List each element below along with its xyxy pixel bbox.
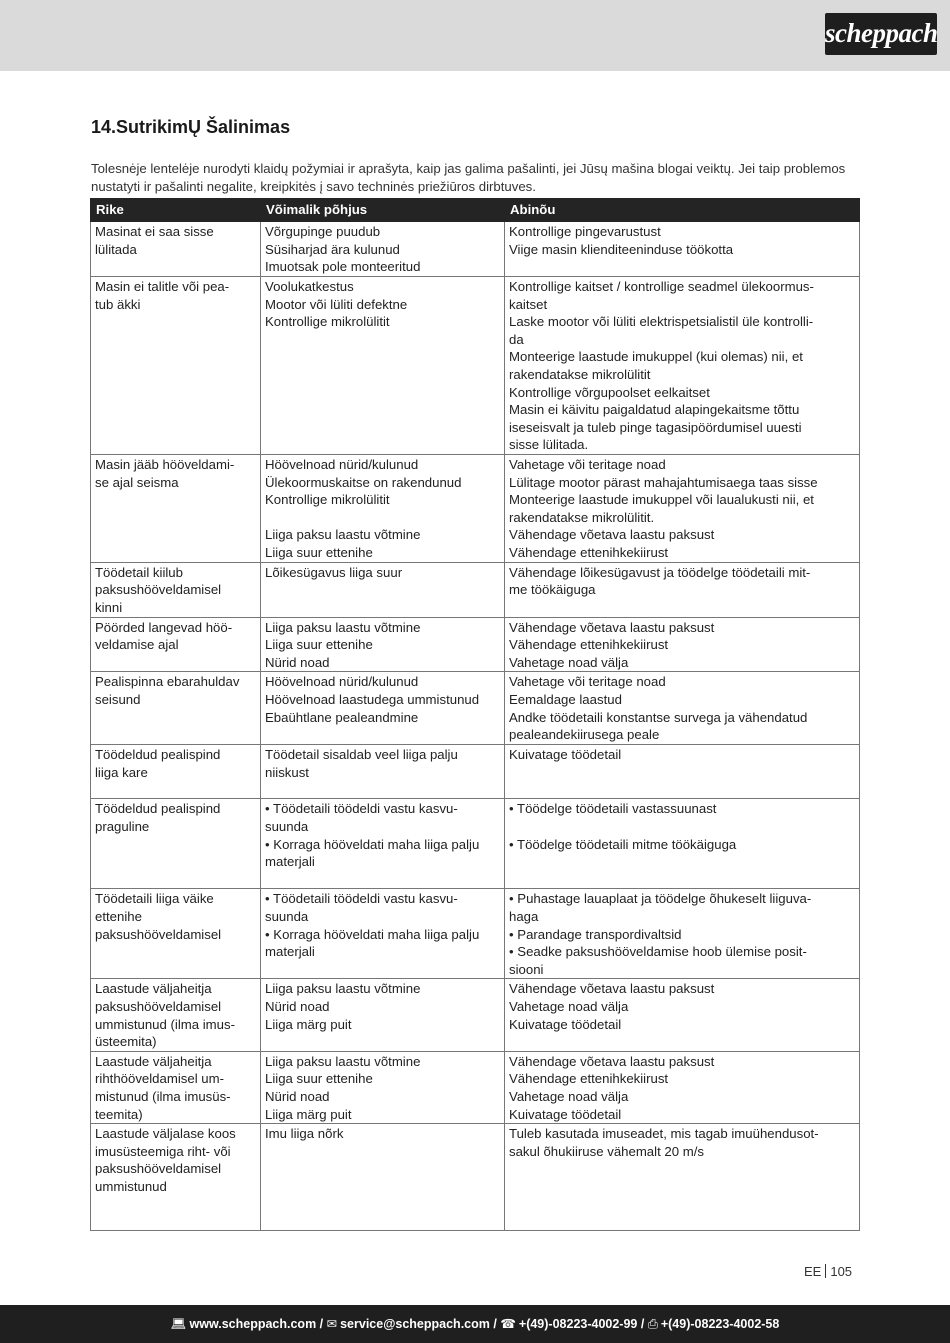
cause-cell: Liiga paksu laastu võtmine Liiga suur ettenihe Nürid noad	[261, 617, 505, 672]
header-cause: Võimalik põhjus	[261, 199, 505, 222]
remedy-cell: Tuleb kasutada imuseadet, mis tagab imuühendusot- sakul õhukiiruse vähemalt 20 m/s	[505, 1124, 860, 1231]
remedy-cell: • Töödelge töödetaili vastassuunast • Töödelge töödetaili mitme töökäiguga	[505, 799, 860, 889]
table-row	[91, 889, 860, 979]
troubleshooting-table	[90, 198, 860, 1231]
fault-cell: Masinat ei saa sisse lülitada	[91, 222, 261, 277]
page-number-value: 105	[830, 1264, 853, 1279]
fault-cell: Töödetaili liiga väike ettenihe paksushööveldamisel	[91, 889, 261, 979]
table-row	[91, 1051, 860, 1123]
cause-cell: Höövelnoad nürid/kulunud Ülekoormuskaitse on rakendunud Kontrollige mikrolülitit Liiga paksu laastu võtmine Liiga suur ettenihe	[261, 455, 505, 563]
cause-cell: Töödetail sisaldab veel liiga palju niiskust	[261, 745, 505, 799]
remedy-cell: Vähendage võetava laastu paksust Vähendage ettenihkekiirust Vahetage noad välja	[505, 617, 860, 672]
cause-cell: Imu liiga nõrk	[261, 1124, 505, 1231]
fault-cell: Töödeldud pealispind praguline	[91, 799, 261, 889]
remedy-cell: Vähendage võetava laastu paksust Vähendage ettenihkekiirust Vahetage noad välja Kuivatage töödetail	[505, 1051, 860, 1123]
remedy-cell: Kontrollige pingevarustust Viige masin klienditeeninduse töökotta	[505, 222, 860, 277]
fault-cell: Laastude väljaheitja paksushööveldamisel ummistunud (ilma imus- üsteemita)	[91, 979, 261, 1051]
cause-cell: • Töödetaili töödeldi vastu kasvu- suunda • Korraga hööveldati maha liiga palju materjali	[261, 889, 505, 979]
footer-email[interactable]: service@scheppach.com	[340, 1317, 490, 1331]
cause-cell: • Töödetaili töödeldi vastu kasvu- suunda • Korraga hööveldati maha liiga palju materjali	[261, 799, 505, 889]
remedy-cell: Kontrollige kaitset / kontrollige seadmel ülekoormus- kaitset Laske mootor või lüliti elektrispetsialistil üle kontrolli- da Monteerige laastude imukuppel (kui olemas) nii, et rakendatakse mikrolülitit Kontrollige võrgupoolset eelkaitset Masin ei käivitu paigaldatud alapingekaitsme tõttu iseseisvalt ja tuleb pinge tagasipöördumisel uuesti sisse lülitada.	[505, 277, 860, 455]
envelope-icon: ✉︎	[326, 1317, 338, 1331]
cause-cell: Höövelnoad nürid/kulunud Höövelnoad laastudega ummistunud Ebaühtlane pealeandmine	[261, 672, 505, 745]
fault-cell: Töödetail kiilub paksushööveldamisel kinni	[91, 562, 261, 617]
table-row	[91, 745, 860, 799]
cause-cell: Võrgupinge puudub Süsiharjad ära kulunud Imuotsak pole monteeritud	[261, 222, 505, 277]
header-band	[0, 0, 950, 71]
table-row	[91, 979, 860, 1051]
page-language: EE	[804, 1264, 822, 1279]
fault-cell: Laastude väljalase koos imusüsteemiga riht- või paksushööveldamisel ummistunud	[91, 1124, 261, 1231]
table-row	[91, 455, 860, 563]
footer-separator: /	[493, 1317, 501, 1331]
table-row	[91, 799, 860, 889]
remedy-cell: Vahetage või teritage noad Eemaldage laastud Andke töödetaili konstantse survega ja vähendatud pealeandekiirusega peale	[505, 672, 860, 745]
footer-phone[interactable]: +(49)-08223-4002-99	[518, 1317, 638, 1331]
cause-cell: Liiga paksu laastu võtmine Nürid noad Liiga märg puit	[261, 979, 505, 1051]
fax-icon: ⎙	[647, 1317, 658, 1331]
footer-bar	[0, 1305, 950, 1343]
table-row	[91, 277, 860, 455]
computer-icon: 💻︎	[170, 1317, 187, 1331]
fault-cell: Masin jääb hööveldami- se ajal seisma	[91, 455, 261, 563]
cause-cell: Voolukatkestus Mootor või lüliti defektne Kontrollige mikrolülitit	[261, 277, 505, 455]
section-title: 14.SutrikimŲ Šalinimas	[91, 117, 291, 137]
table-row	[91, 1124, 860, 1231]
scheppach-logo: scheppach	[825, 13, 937, 55]
footer-separator: /	[640, 1317, 648, 1331]
table-row	[91, 672, 860, 745]
footer-fax: +(49)-08223-4002-58	[660, 1317, 780, 1331]
page-number	[804, 1264, 852, 1279]
table-header-row	[91, 199, 860, 222]
table-row	[91, 617, 860, 672]
cause-cell: Lõikesügavus liiga suur	[261, 562, 505, 617]
fault-cell: Pöörded langevad höö- veldamise ajal	[91, 617, 261, 672]
phone-icon: ☎︎	[500, 1317, 516, 1331]
footer-separator: /	[319, 1317, 327, 1331]
section-intro: Tolesnėje lentelėje nurodyti klaidų požymiai ir aprašyta, kaip jas galima pašalinti, jei Jūsų mašina blogai veiktų. Jei taip problemos nustatyti ir pašalinti negalite, kreipkitės į savo techninės priežiūros dirbtuves.	[91, 161, 846, 194]
remedy-cell: Vahetage või teritage noad Lülitage mootor pärast mahajahtumisaega taas sisse Monteerige laastude imukuppel või laualukusti nii, et rakendatakse mikrolülitit. Vähendage võetava laastu paksust Vähendage ettenihkekiirust	[505, 455, 860, 563]
remedy-cell: Kuivatage töödetail	[505, 745, 860, 799]
fault-cell: Laastude väljaheitja rihthööveldamisel um- mistunud (ilma imusüs- teemita)	[91, 1051, 261, 1123]
table-row	[91, 562, 860, 617]
fault-cell: Masin ei talitle või pea- tub äkki	[91, 277, 261, 455]
header-fault: Rike	[91, 199, 261, 222]
cause-cell: Liiga paksu laastu võtmine Liiga suur ettenihe Nürid noad Liiga märg puit	[261, 1051, 505, 1123]
remedy-cell: Vähendage võetava laastu paksust Vahetage noad välja Kuivatage töödetail	[505, 979, 860, 1051]
fault-cell: Pealispinna ebarahuldav seisund	[91, 672, 261, 745]
table-row	[91, 222, 860, 277]
remedy-cell: Vähendage lõikesügavust ja töödelge töödetaili mit- me töökäiguga	[505, 562, 860, 617]
footer-website[interactable]: www.scheppach.com	[189, 1317, 317, 1331]
header-remedy: Abinõu	[505, 199, 860, 222]
page-number-divider	[825, 1264, 826, 1278]
remedy-cell: • Puhastage lauaplaat ja töödelge õhukeselt liiguva- haga • Parandage transpordivaltsid • Seadke paksushööveldamise hoob ülemise posit- siooni	[505, 889, 860, 979]
fault-cell: Töödeldud pealispind liiga kare	[91, 745, 261, 799]
